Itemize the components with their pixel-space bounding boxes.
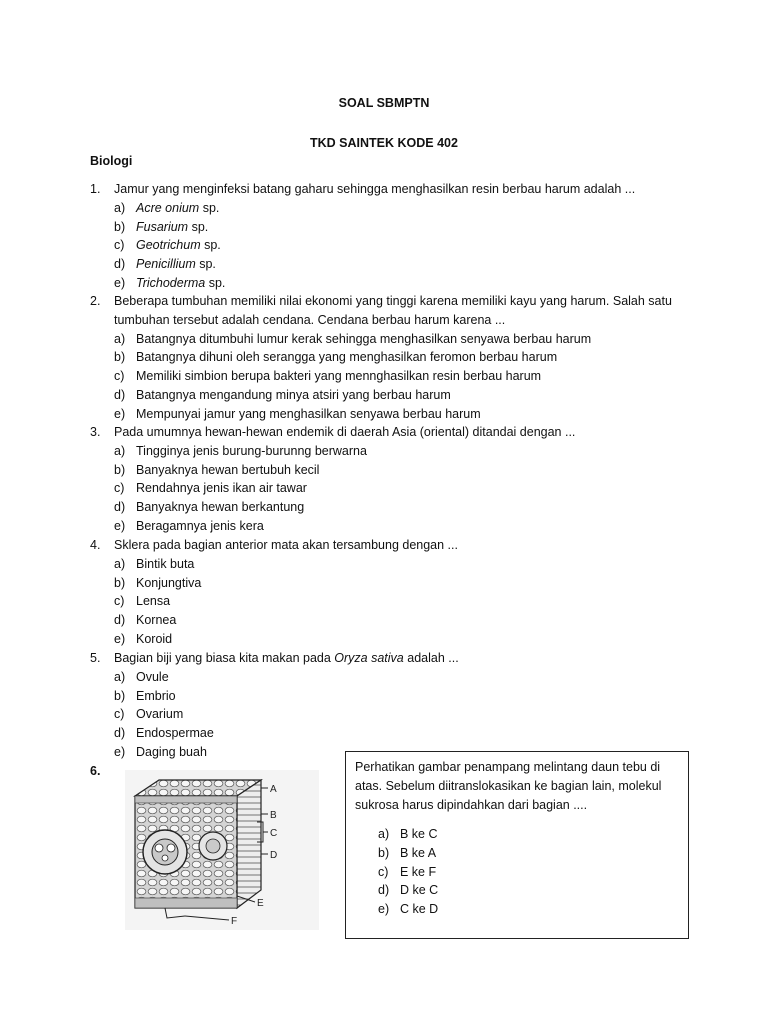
section-heading: Biologi	[90, 154, 133, 168]
option-letter: a)	[114, 200, 126, 215]
option-text: Koroid	[136, 631, 173, 646]
option-d	[114, 611, 730, 630]
option-text: Mempunyai jamur yang menghasilkan senyawa berbau harum	[136, 406, 481, 421]
question-6-box	[345, 751, 689, 939]
label-e: E	[257, 898, 264, 909]
option-text: Batangnya ditumbuhi lumur kerak sehingga menghasilkan senyawa berbau harum	[136, 331, 592, 346]
option-letter: a)	[114, 331, 126, 346]
option-text: C ke D	[400, 902, 439, 917]
question-text-after: adalah ...	[403, 651, 459, 665]
option-letter: d)	[378, 883, 390, 898]
label-c: C	[270, 828, 278, 839]
question-number: 3.	[90, 425, 101, 439]
option-a	[114, 199, 730, 218]
option-rest: sp.	[199, 200, 220, 215]
option-text: Bintik buta	[136, 556, 195, 571]
option-d	[114, 724, 730, 743]
option-letter: d)	[114, 257, 126, 272]
leaf-diagram-svg	[125, 770, 319, 930]
option-letter: c)	[114, 707, 125, 722]
option-letter: c)	[378, 864, 389, 879]
label-d: D	[270, 850, 278, 861]
option-letter: b)	[114, 688, 126, 703]
option-e	[114, 517, 730, 536]
option-letter: a)	[114, 556, 126, 571]
option-c	[114, 592, 730, 611]
option-letter: b)	[114, 219, 126, 234]
option-d	[114, 255, 730, 274]
option-a	[114, 330, 730, 349]
option-rest: sp.	[200, 238, 221, 253]
option-letter: d)	[114, 500, 126, 515]
option-letter: b)	[114, 350, 126, 365]
option-c	[114, 367, 730, 386]
option-text: Batangnya dihuni oleh serangga yang menghasilkan feromon berbau harum	[136, 350, 558, 365]
option-text: Embrio	[136, 688, 176, 703]
option-b	[114, 461, 730, 480]
option-rest: sp.	[205, 275, 226, 290]
option-e	[114, 405, 730, 424]
question-text: Perhatikan gambar penampang melintang daun tebu di atas. Sebelum diitranslokasikan ke bagian lain, molekul sukrosa harus dipindahkan dari bagian ....	[355, 760, 662, 812]
option-italic: Penicillium	[136, 257, 196, 272]
option-text: Endospermae	[136, 726, 214, 741]
option-c	[114, 705, 730, 724]
label-a: A	[270, 784, 277, 795]
option-letter: a)	[114, 443, 126, 458]
option-a	[114, 555, 730, 574]
option-italic: Trichoderma	[136, 275, 206, 290]
option-a	[114, 442, 730, 461]
question-text: Sklera pada bagian anterior mata akan tersambung dengan ...	[114, 538, 458, 552]
label-f: F	[231, 916, 238, 927]
option-rest: sp.	[195, 257, 216, 272]
option-letter: d)	[114, 726, 126, 741]
option-text: B ke C	[400, 827, 438, 841]
question-text: Jamur yang menginfeksi batang gaharu sehingga menghasilkan resin berbau harum adalah ...	[114, 182, 636, 196]
option-text: Beragamnya jenis kera	[136, 518, 264, 533]
option-b	[114, 218, 730, 237]
question-number: 1.	[90, 182, 101, 196]
page-subtitle: TKD SAINTEK KODE 402	[310, 136, 458, 150]
option-letter: e)	[114, 631, 126, 646]
option-letter: c)	[114, 369, 125, 384]
option-text: D ke C	[400, 883, 439, 898]
question-4	[90, 536, 730, 649]
option-text: Kornea	[136, 613, 177, 628]
question-text	[114, 649, 730, 668]
page-title: SOAL SBMPTN	[338, 96, 430, 110]
option-italic: Geotrichum	[136, 238, 201, 253]
option-letter: c)	[114, 594, 125, 609]
option-letter: b)	[378, 845, 390, 860]
leaf-cross-section-figure	[125, 770, 319, 930]
question-2	[90, 292, 730, 424]
option-letter: e)	[114, 744, 126, 759]
option-d	[114, 498, 730, 517]
option-a	[114, 668, 730, 687]
option-text: Memiliki simbion berupa bakteri yang mennghasilkan resin berbau harum	[136, 369, 542, 384]
question-number: 6.	[90, 764, 101, 778]
option-text: Banyaknya hewan bertubuh kecil	[136, 462, 320, 477]
question-text-before: Bagian biji yang biasa kita makan pada	[114, 651, 335, 665]
question-text-italic: Oryza sativa	[334, 651, 404, 665]
option-letter: a)	[378, 827, 390, 841]
question-3	[90, 423, 730, 536]
option-letter: e)	[378, 902, 390, 917]
option-text: Ovarium	[136, 707, 184, 722]
option-text: Daging buah	[136, 744, 207, 759]
option-b	[114, 348, 730, 367]
option-c	[114, 236, 730, 255]
question-number: 2.	[90, 294, 101, 308]
option-letter: b)	[114, 462, 126, 477]
option-letter: b)	[114, 575, 126, 590]
option-text: Batangnya mengandung minya atsiri yang berbau harum	[136, 387, 451, 402]
option-b	[114, 574, 730, 593]
option-letter: a)	[114, 669, 126, 684]
option-text: E ke F	[400, 864, 437, 879]
option-letter: c)	[114, 238, 125, 253]
question-number: 5.	[90, 651, 101, 665]
option-b	[114, 687, 730, 706]
option-italic: Acre onium	[136, 200, 200, 215]
option-e	[114, 274, 730, 293]
option-letter: e)	[114, 518, 126, 533]
option-text: B ke A	[400, 845, 437, 860]
option-letter: c)	[114, 481, 125, 496]
option-c	[114, 479, 730, 498]
option-letter: d)	[114, 387, 126, 402]
label-b: B	[270, 810, 277, 821]
option-text: Lensa	[136, 594, 171, 609]
question-text: Pada umumnya hewan-hewan endemik di daerah Asia (oriental) ditandai dengan ...	[114, 425, 576, 439]
option-text: Banyaknya hewan berkantung	[136, 500, 305, 515]
option-text: Rendahnya jenis ikan air tawar	[136, 481, 307, 496]
question-number: 4.	[90, 538, 101, 552]
option-italic: Fusarium	[136, 219, 189, 234]
option-letter: d)	[114, 613, 126, 628]
option-text: Tingginya jenis burung-burunng berwarna	[136, 443, 367, 458]
option-rest: sp.	[188, 219, 209, 234]
question-5	[90, 649, 730, 762]
option-e	[114, 630, 730, 649]
option-text: Ovule	[136, 669, 169, 684]
option-d	[114, 386, 730, 405]
option-text: Konjungtiva	[136, 575, 202, 590]
question-text: Beberapa tumbuhan memiliki nilai ekonomi yang tinggi karena memiliki kayu yang harum. Salah satu tumbuhan tersebut adalah cendana. Cendana berbau harum karena ...	[114, 294, 672, 327]
option-letter: e)	[114, 275, 126, 290]
option-letter: e)	[114, 406, 126, 421]
question-1	[90, 180, 730, 293]
